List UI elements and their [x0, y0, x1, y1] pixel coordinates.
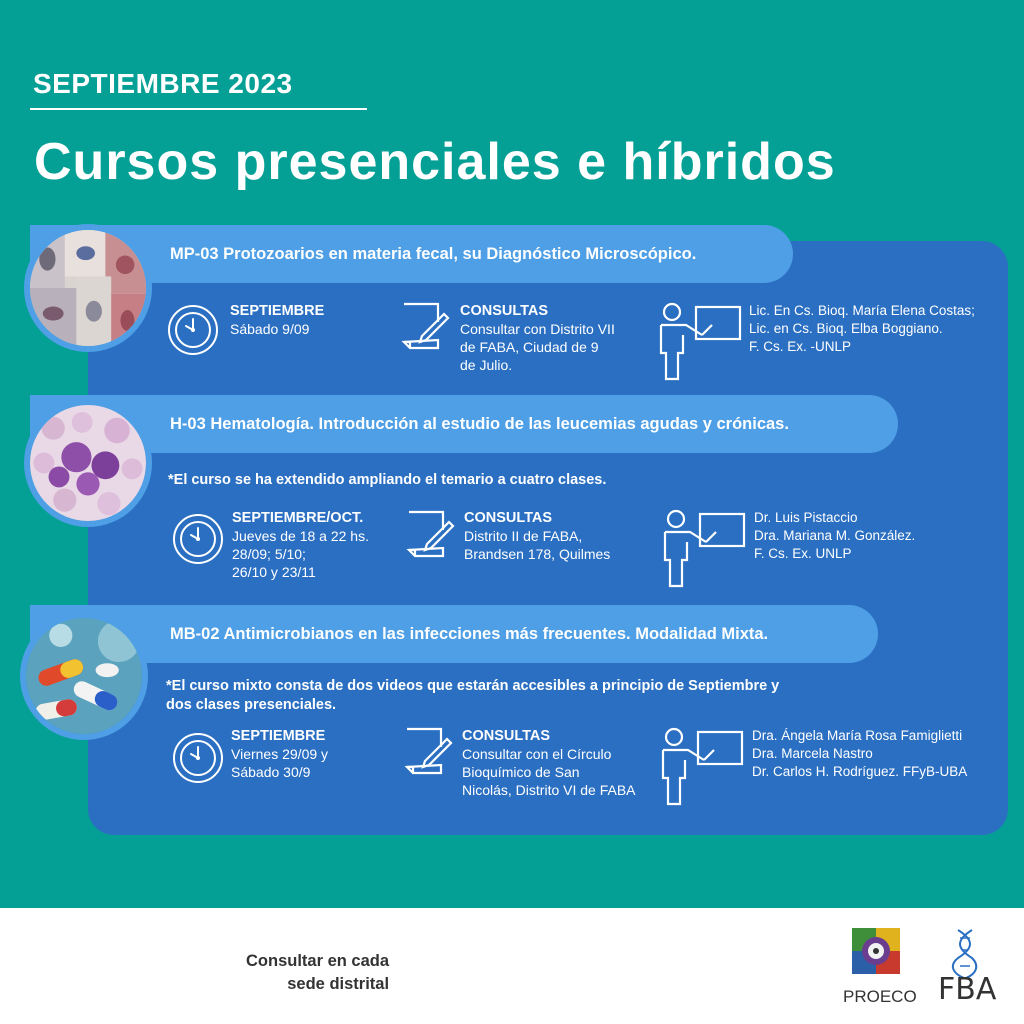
blood-cells-image-icon — [30, 405, 146, 521]
divider — [30, 108, 367, 110]
course-1-title: MP-03 Protozoarios en materia fecal, su Diagnóstico Microscópico. — [30, 225, 793, 283]
course-2-consult: CONSULTAS Distrito II de FABA, Brandsen 178, Quilmes — [464, 510, 611, 562]
course-3-note: *El curso mixto consta de dos videos que estarán accesibles a principio de Septiembre y dos clases presenciales. — [166, 678, 780, 713]
month-heading: SEPTIEMBRE 2023 — [33, 68, 293, 99]
footer-text: Consultar en cada sede distrital — [246, 952, 390, 993]
protozoa-image-icon — [30, 230, 146, 346]
course-2-date: SEPTIEMBRE/OCT. Jueves de 18 a 22 hs. 28/09; 5/10; 26/10 y 23/11 — [232, 510, 369, 580]
fba-label: FBA — [938, 972, 997, 1007]
course-1-date: SEPTIEMBRE Sábado 9/09 — [230, 303, 325, 337]
course-1-consult: CONSULTAS Consultar con Distrito VII de FABA, Ciudad de 9 de Julio. — [460, 303, 615, 373]
page-title: Cursos presenciales e híbridos — [34, 133, 836, 191]
course-2-image — [24, 399, 152, 527]
note-edit-icon — [403, 725, 453, 777]
clock-icon — [171, 731, 225, 785]
course-3-date: SEPTIEMBRE Viernes 29/09 y Sábado 30/9 — [231, 728, 329, 780]
note-edit-icon — [400, 300, 450, 352]
course-2-teachers: Dr. Luis Pistaccio Dra. Mariana M. González. F. Cs. Ex. UNLP — [754, 510, 916, 561]
teacher-icon — [658, 726, 744, 806]
proeco-logo-icon — [852, 928, 900, 974]
proeco-label: PROECO — [843, 987, 917, 1006]
teacher-icon — [656, 301, 742, 381]
clock-icon — [171, 512, 225, 566]
course-3-consult: CONSULTAS Consultar con el Círculo Bioquímico de San Nicolás, Distrito VI de FABA — [462, 728, 636, 798]
course-1-image — [24, 224, 152, 352]
course-3-image — [20, 612, 148, 740]
teacher-icon — [660, 508, 746, 588]
note-edit-icon — [405, 508, 455, 560]
course-2-note: *El curso se ha extendido ampliando el temario a cuatro clases. — [168, 472, 607, 488]
course-3-teachers: Dra. Ángela María Rosa Famiglietti Dra. Marcela Nastro Dr. Carlos H. Rodríguez. FFyB-UBA — [752, 728, 968, 779]
pills-image-icon — [26, 618, 142, 734]
course-1-teachers: Lic. En Cs. Bioq. María Elena Costas; Lic. en Cs. Bioq. Elba Boggiano. F. Cs. Ex. -UNLP — [749, 303, 975, 354]
course-2-title: H-03 Hematología. Introducción al estudio de las leucemias agudas y crónicas. — [30, 395, 898, 453]
course-3-title: MB-02 Antimicrobianos en las infecciones más frecuentes. Modalidad Mixta. — [30, 605, 878, 663]
clock-icon — [166, 303, 220, 357]
